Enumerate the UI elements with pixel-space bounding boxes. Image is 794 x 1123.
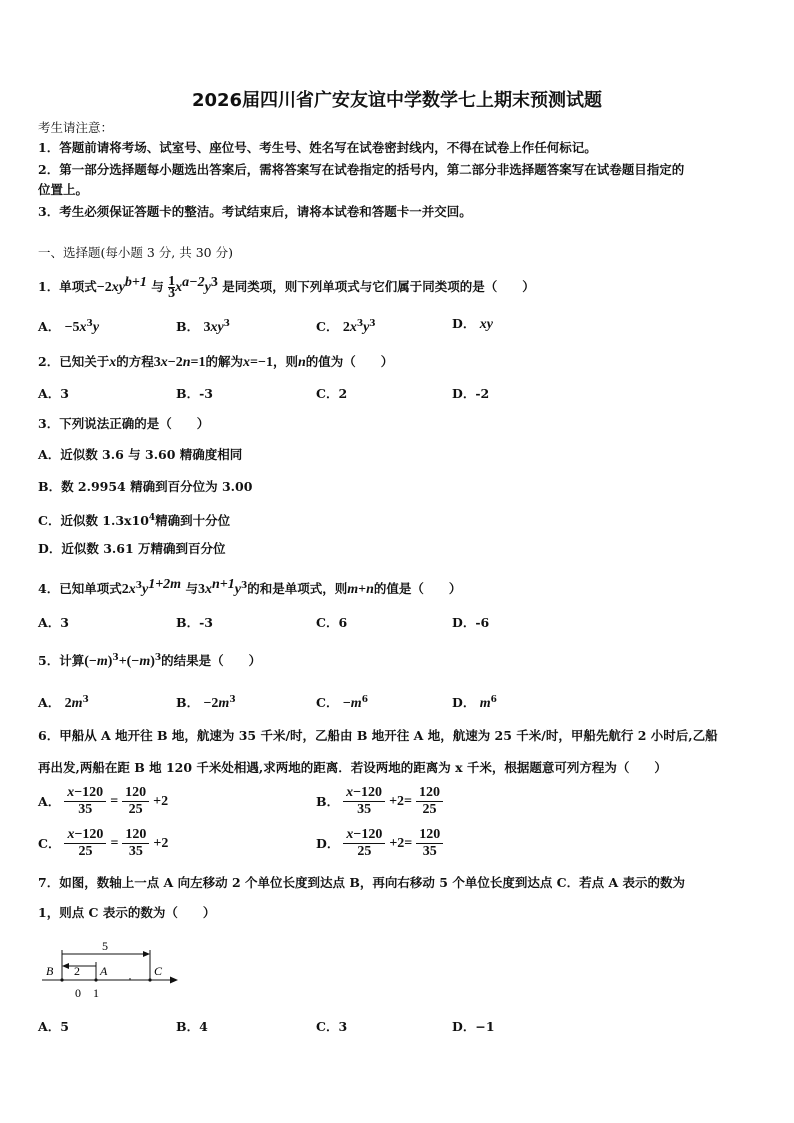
- q4-option-b[interactable]: B．-3: [176, 615, 213, 630]
- question-1: 1．单项式$-2xy^{b+1}$ 与 $\frac{1}{3}x^{a-2}y^3$ 是同类项，则下列单项式与它们属于同类项的是（ ）: [38, 274, 535, 302]
- notice-item-1: 1．答题前请将考场、试室号、座位号、考生号、姓名写在试卷密封线内，不得在试卷上作任何标记。: [38, 140, 597, 155]
- question-5: 5．计算$(-m)^3+(-m)^3$的结果是（ ）: [38, 653, 262, 670]
- page-title: 2026届四川省广安友谊中学数学七上期末预测试题: [191, 90, 603, 111]
- q3-option-b[interactable]: B．数 2.9954 精确到百分位为 3.00: [38, 479, 253, 494]
- q2-option-d[interactable]: D．-2: [452, 386, 490, 401]
- q5-option-a[interactable]: A． $2m^3$: [38, 695, 89, 712]
- q7-option-d[interactable]: D．−1: [452, 1019, 495, 1034]
- notice-item-2: 2．第一部分选择题每小题选出答案后，需将答案写在试卷指定的括号内，第二部分非选择题答案写在试卷题目指定的: [38, 162, 685, 177]
- q5-option-d[interactable]: D． $m^6$: [452, 695, 497, 712]
- figure-tick-1: 1: [93, 986, 99, 1000]
- notice-item-3: 3．考生必须保证答题卡的整洁。考试结束后，请将本试卷和答题卡一并交回。: [38, 204, 472, 219]
- q3-option-c[interactable]: C．近似数 $1.3x10^4$精确到十分位: [38, 513, 231, 529]
- question-6-line-1: 6．甲船从 A 地开往 B 地，航速为 35 千米/时，乙船由 B 地开往 A 地，航速为 25 千米/时，甲船先航行 2 小时后,乙船: [38, 728, 718, 743]
- q6-option-b[interactable]: B． $\frac{x-120}{35}$ +2= $\frac{120}{25}$: [316, 785, 443, 818]
- notice-item-2-cont: 位置上。: [38, 182, 89, 197]
- q2-option-b[interactable]: B．-3: [176, 386, 213, 401]
- question-3: 3．下列说法正确的是（ ）: [38, 416, 210, 431]
- q3-option-d[interactable]: D．近似数 3.61 万精确到百分位: [38, 541, 226, 556]
- q5-option-b[interactable]: B． $-2m^3$: [176, 695, 236, 712]
- number-line-figure: [40, 938, 190, 1002]
- q2-option-c[interactable]: C．2: [316, 386, 348, 401]
- q6-option-a[interactable]: A． $\frac{x-120}{35}$ = $\frac{120}{25}$ +2: [38, 785, 169, 817]
- question-2: 2．已知关于x的方程3x−2n=1的解为x=−1，则n的值为（ ）: [38, 354, 394, 370]
- q5-option-c[interactable]: C． $-m^6$: [316, 695, 368, 712]
- figure-tick-0: 0: [75, 986, 81, 1000]
- q7-option-b[interactable]: B．4: [176, 1019, 208, 1034]
- q1-option-d[interactable]: D． xy: [452, 316, 493, 332]
- figure-label-2: 2: [74, 964, 80, 978]
- q2-option-a[interactable]: A．3: [38, 386, 69, 401]
- section-heading: 一、选择题(每小题 3 分, 共 30 分): [38, 245, 233, 260]
- question-7-line-2: 1，则点 C 表示的数为（ ）: [38, 905, 216, 920]
- q1-option-a[interactable]: A． $-5x^3y$: [38, 319, 100, 336]
- question-7-line-1: 7．如图，数轴上一点 A 向左移动 2 个单位长度到达点 B，再向右移动 5 个单位长度到达点 C．若点 A 表示的数为: [38, 875, 686, 890]
- q1-option-b[interactable]: B． $3xy^3$: [176, 319, 230, 336]
- q4-option-a[interactable]: A．3: [38, 615, 69, 630]
- figure-label-5: 5: [102, 939, 108, 953]
- q6-option-c[interactable]: C． $\frac{x-120}{25}$ = $\frac{120}{35}$ +2: [38, 827, 169, 859]
- question-6-line-2: 再出发,两船在距 B 地 120 千米处相遇,求两地的距离．若设两地的距离为 x 千米，根据题意可列方程为（ ）: [38, 760, 667, 775]
- notice-heading: 考生请注意：: [38, 120, 114, 135]
- q3-option-a[interactable]: A．近似数 3.6 与 3.60 精确度相同: [38, 447, 243, 462]
- q4-option-d[interactable]: D．-6: [452, 615, 490, 630]
- q1-option-c[interactable]: C． $2x^3y^3$: [316, 319, 376, 336]
- figure-point-b: B: [46, 964, 54, 978]
- q7-option-c[interactable]: C．3: [316, 1019, 348, 1034]
- figure-point-c: C: [154, 964, 163, 978]
- q6-option-d[interactable]: D． $\frac{x-120}{25}$ +2= $\frac{120}{35}$: [316, 827, 443, 860]
- question-4: 4．已知单项式$2x^3y^{1+2m}$ 与$3x^{n+1}y^3$的和是单项式，则m+n的值是（ ）: [38, 577, 462, 598]
- q7-option-a[interactable]: A．5: [38, 1019, 69, 1034]
- q4-option-c[interactable]: C．6: [316, 615, 348, 630]
- figure-point-a: A: [100, 964, 108, 978]
